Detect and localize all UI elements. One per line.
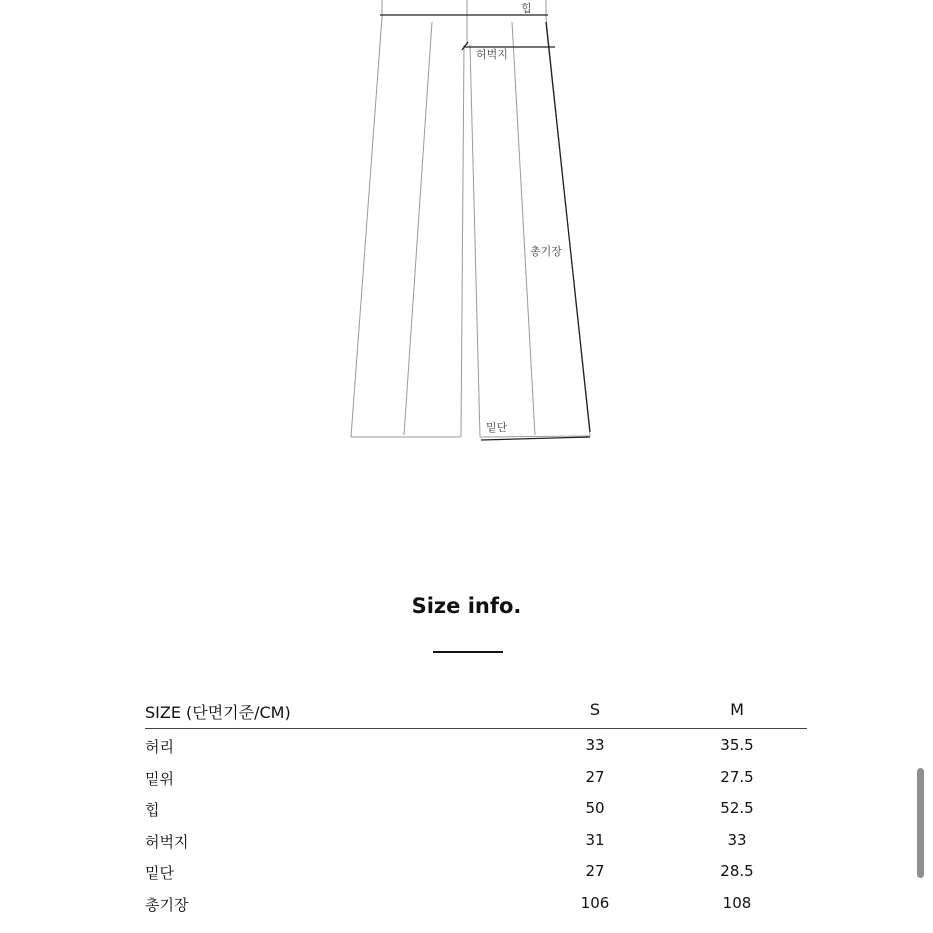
right-leg-crease (512, 22, 535, 435)
row-label: 총기장 (145, 895, 189, 914)
row-m-value: 27.5 (720, 767, 754, 786)
right-leg-inner-seam (470, 45, 480, 437)
size-table-header (145, 697, 807, 728)
size-info-title: Size info. (411, 594, 522, 618)
title-divider (433, 651, 503, 653)
table-row (145, 825, 807, 857)
row-m-value: 108 (722, 893, 752, 912)
table-row (145, 762, 807, 794)
header-divider (145, 728, 807, 729)
size-table (145, 697, 807, 920)
row-s-value: 50 (585, 799, 605, 818)
total-length-label: 총기장 (530, 245, 562, 258)
row-label: 힙 (145, 801, 160, 820)
hip-label: 힙 (521, 2, 532, 15)
left-leg-outer-seam (351, 17, 382, 437)
row-label: 밑위 (145, 769, 174, 788)
row-s-value: 27 (585, 862, 605, 881)
hem-label: 밑단 (486, 421, 508, 434)
row-label: 허리 (145, 738, 174, 756)
table-row (145, 730, 807, 762)
header-size-label: SIZE (단면기준/CM) (145, 703, 291, 722)
row-label: 밑단 (145, 864, 174, 883)
row-label: 허벅지 (145, 832, 189, 851)
left-leg-inner-seam (461, 45, 464, 437)
header-m: M (730, 700, 744, 719)
table-row (145, 888, 807, 920)
row-m-value: 33 (727, 830, 747, 849)
left-leg-crease (404, 22, 432, 435)
row-s-value: 27 (585, 767, 605, 786)
header-s: S (589, 700, 601, 719)
row-m-value: 52.5 (720, 799, 754, 818)
row-m-value: 28.5 (720, 862, 754, 881)
row-s-value: 33 (585, 736, 605, 754)
thigh-label: 허벅지 (476, 48, 508, 61)
row-s-value: 106 (580, 893, 610, 912)
table-row (145, 856, 807, 888)
row-m-value: 35.5 (720, 736, 754, 754)
vertical-scrollbar[interactable] (917, 768, 924, 878)
total-length-measure-line (546, 22, 590, 432)
row-s-value: 31 (585, 830, 605, 849)
hem-measure-line (481, 437, 590, 440)
table-row (145, 793, 807, 825)
